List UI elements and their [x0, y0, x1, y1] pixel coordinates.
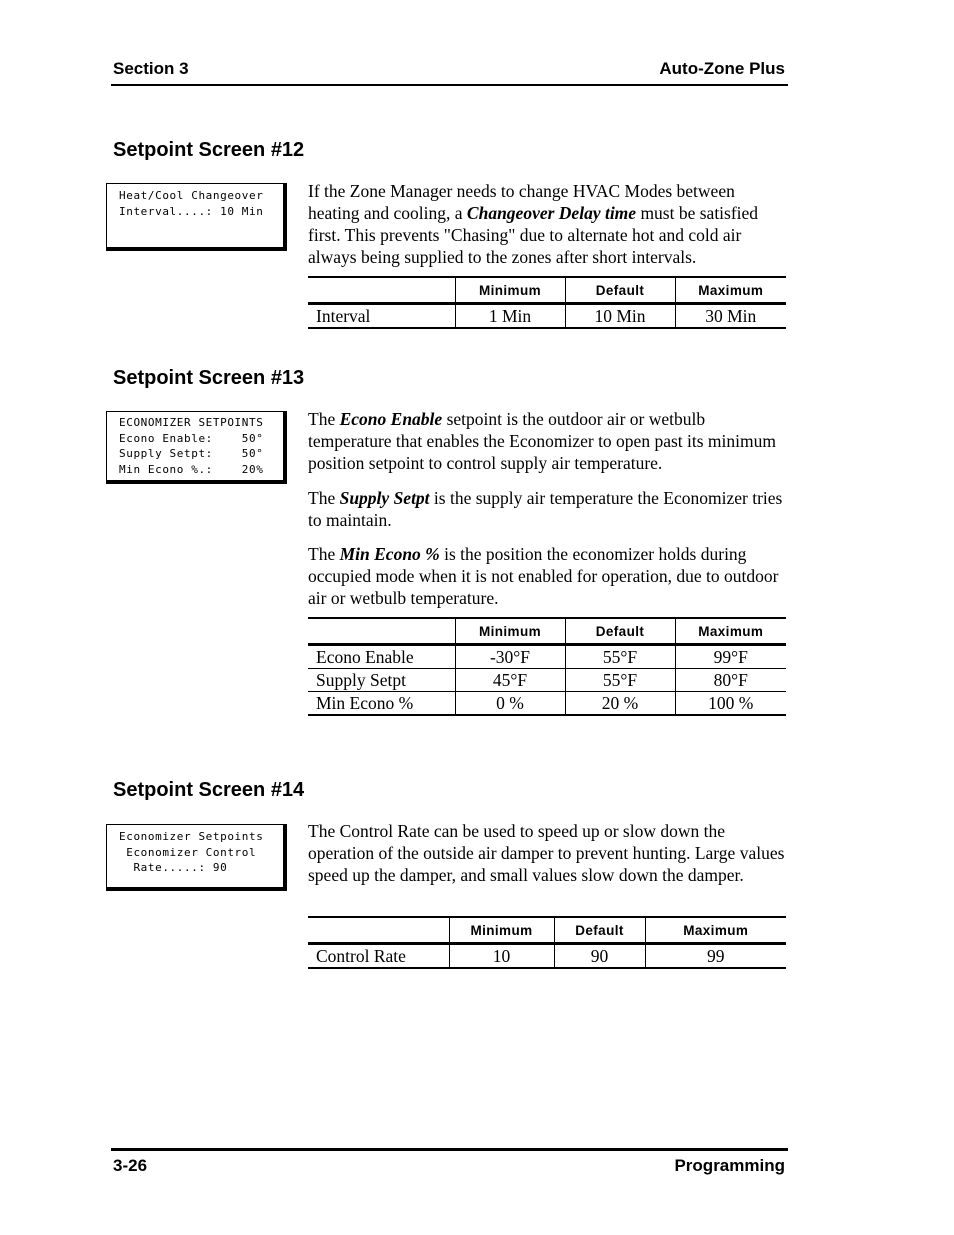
table-cell: 10 Min — [565, 304, 675, 329]
screen13-setpoint-table — [308, 617, 786, 716]
screen12-lcd-display — [106, 183, 287, 251]
manual-title: Auto-Zone Plus — [659, 59, 785, 78]
text-run: The — [308, 488, 340, 508]
text-run: The Control Rate can be used to speed up or slow down the operation of the outside air damper to prevent hunting. Large values speed up the damper, and small values slow down the damper. — [308, 821, 785, 885]
column-header: Default — [565, 277, 675, 304]
column-header — [308, 917, 449, 944]
table-row — [308, 645, 786, 669]
table-cell: 99°F — [675, 645, 786, 669]
table-cell: -30°F — [455, 645, 565, 669]
screen12-setpoint-table — [308, 276, 786, 329]
screen14-description — [308, 820, 788, 886]
screen12-title: Setpoint Screen #12 — [113, 139, 305, 161]
screen13-description-1 — [308, 408, 788, 474]
column-header: Maximum — [675, 618, 786, 645]
table-cell: 99 — [645, 944, 786, 969]
table-cell: 20 % — [565, 692, 675, 716]
column-header: Minimum — [455, 277, 565, 304]
screen13-description-2 — [308, 487, 788, 531]
table-row — [308, 692, 786, 716]
emphasized-term: Min Econo % — [339, 544, 440, 564]
screen12-description — [308, 180, 788, 268]
row-label: Interval — [308, 304, 455, 329]
table-cell: 55°F — [565, 645, 675, 669]
column-header: Default — [554, 917, 645, 944]
section-label: Section 3 — [113, 59, 189, 78]
screen13-lcd-display — [106, 411, 287, 484]
table-cell: 100 % — [675, 692, 786, 716]
text-run: The — [308, 544, 340, 564]
emphasized-term: Changeover Delay time — [466, 203, 637, 223]
table-row — [308, 669, 786, 692]
table-cell: 80°F — [675, 669, 786, 692]
screen13-description-3 — [308, 543, 788, 609]
table-cell: 55°F — [565, 669, 675, 692]
screen13-title: Setpoint Screen #13 — [113, 367, 305, 389]
row-label: Supply Setpt — [308, 669, 455, 692]
table-cell: 90 — [554, 944, 645, 969]
text-run: If the Zone Manager needs to change HVAC Modes between heating and cooling, a — [308, 181, 735, 223]
chapter-name: Programming — [674, 1156, 785, 1175]
text-run: The — [308, 409, 340, 429]
row-label: Control Rate — [308, 944, 449, 969]
text-run: setpoint is the outdoor air or wetbulb temperature that enables the Economizer to open past its minimum position setpoint to control supply air temperature. — [308, 409, 776, 473]
table-row — [308, 944, 786, 969]
table-cell: 1 Min — [455, 304, 565, 329]
column-header — [308, 618, 455, 645]
header-rule — [111, 84, 788, 86]
table-header-row — [308, 618, 786, 645]
column-header: Maximum — [675, 277, 786, 304]
table-cell: 45°F — [455, 669, 565, 692]
column-header — [308, 277, 455, 304]
screen14-lcd-display — [106, 824, 287, 891]
column-header: Minimum — [455, 618, 565, 645]
text-run: must be satisfied first. This prevents "Chasing" due to alternate hot and cold air always being supplied to the zones after short intervals. — [308, 203, 759, 267]
page-number: 3-26 — [113, 1156, 148, 1175]
footer-rule — [111, 1148, 788, 1151]
table-cell: 0 % — [455, 692, 565, 716]
column-header: Default — [565, 618, 675, 645]
text-run: is the position the economizer holds during occupied mode when it is not enabled for operation, due to outdoor air or wetbulb temperature. — [308, 544, 779, 608]
column-header: Minimum — [449, 917, 554, 944]
table-row — [308, 304, 786, 329]
table-header-row — [308, 277, 786, 304]
screen14-lcd-text: Economizer Setpoints Economizer Control Rate.....: 90 — [119, 830, 264, 874]
column-header: Maximum — [645, 917, 786, 944]
screen14-title: Setpoint Screen #14 — [113, 779, 305, 801]
screen14-setpoint-table — [308, 916, 786, 969]
text-run: is the supply air temperature the Economizer tries to maintain. — [308, 488, 783, 530]
emphasized-term: Supply Setpt — [339, 488, 430, 508]
table-cell: 10 — [449, 944, 554, 969]
table-header-row — [308, 917, 786, 944]
screen12-lcd-text: Heat/Cool Changeover Interval....: 10 Min — [119, 189, 264, 218]
screen13-lcd-text: ECONOMIZER SETPOINTS Econo Enable: 50° Supply Setpt: 50° Min Econo %.: 20% — [119, 416, 264, 476]
row-label: Econo Enable — [308, 645, 455, 669]
table-cell: 30 Min — [675, 304, 786, 329]
emphasized-term: Econo Enable — [339, 409, 443, 429]
row-label: Min Econo % — [308, 692, 455, 716]
